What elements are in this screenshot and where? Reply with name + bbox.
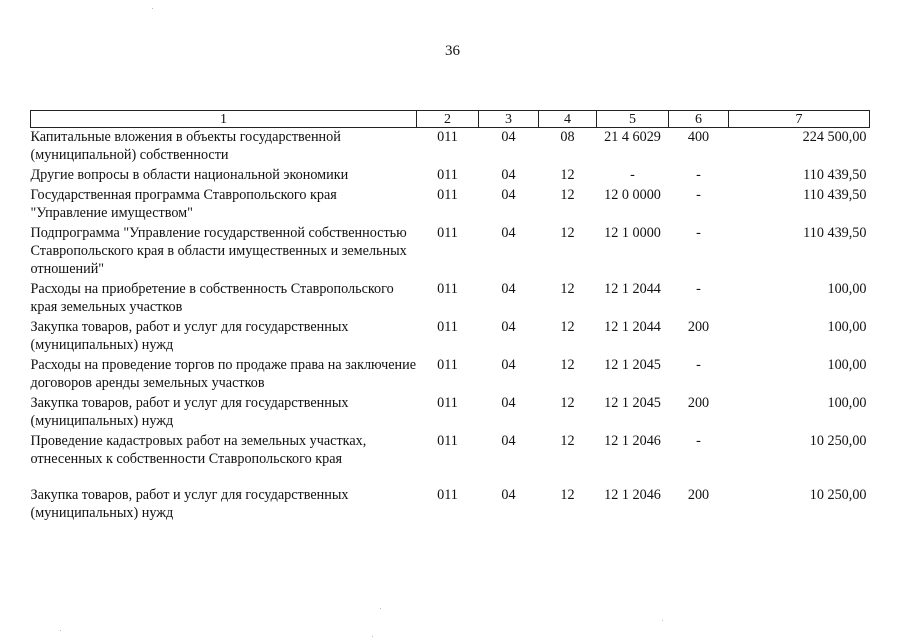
row-sum: 100,00 (827, 395, 867, 411)
header-cell-6: 6 (669, 111, 729, 128)
row-code-6: - (696, 167, 701, 183)
row-name: Расходы на приобретение в собственность Ставропольского края земельных участков (30, 281, 394, 315)
table-row (31, 318, 870, 356)
row-name: Другие вопросы в области национальной экономики (30, 167, 349, 183)
row-sum: 110 439,50 (803, 225, 867, 241)
row-name: Закупка товаров, работ и услуг для государственных (муниципальных) нужд (30, 319, 349, 353)
row-name: Закупка товаров, работ и услуг для государственных (муниципальных) нужд (30, 395, 349, 429)
scan-speck (372, 636, 373, 637)
row-code-5: 21 4 6029 (604, 129, 661, 145)
scan-speck (60, 630, 61, 631)
row-code-4: 08 (560, 129, 575, 145)
header-row (31, 111, 870, 128)
row-name: Подпрограмма "Управление государственной собственностью Ставропольского края в области имущественных и земельных отношений" (30, 225, 407, 277)
table-row (31, 486, 870, 524)
table-row (31, 166, 870, 186)
table-header (31, 111, 870, 128)
row-code-3: 04 (501, 187, 516, 203)
table-row (31, 280, 870, 318)
row-code-4: 12 (560, 357, 575, 373)
row-code-4: 12 (560, 187, 575, 203)
header-cell-1: 1 (31, 111, 417, 128)
scan-speck (380, 608, 381, 609)
row-code-2: 011 (437, 225, 458, 241)
row-code-6: - (696, 433, 701, 449)
row-code-5: 12 1 2046 (604, 487, 661, 503)
row-code-6: 400 (687, 129, 710, 145)
row-code-4: 12 (560, 167, 575, 183)
row-sum: 10 250,00 (809, 433, 867, 449)
row-sum: 100,00 (827, 281, 867, 297)
table-row (31, 394, 870, 432)
row-sum: 110 439,50 (803, 187, 867, 203)
row-sum: 100,00 (827, 357, 867, 373)
row-code-3: 04 (501, 487, 516, 503)
row-sum: 224 500,00 (802, 129, 867, 145)
row-name: Капитальные вложения в объекты государственной (муниципальной) собственности (30, 129, 341, 163)
row-code-5: 12 1 0000 (604, 225, 661, 241)
row-code-6: 200 (687, 395, 710, 411)
table-body (31, 128, 870, 525)
row-code-5: 12 1 2044 (604, 319, 661, 335)
row-sum: 10 250,00 (809, 487, 867, 503)
row-code-6: - (696, 187, 701, 203)
header-cell-2: 2 (417, 111, 479, 128)
row-code-5: 12 1 2046 (604, 433, 661, 449)
row-code-4: 12 (560, 395, 575, 411)
page-number: 36 (445, 43, 460, 59)
row-code-4: 12 (560, 225, 575, 241)
row-name: Расходы на проведение торгов по продаже права на заключение договоров аренды земельных участков (30, 357, 417, 391)
row-code-5: - (630, 167, 635, 183)
row-code-3: 04 (501, 319, 516, 335)
row-code-2: 011 (437, 281, 458, 297)
row-code-2: 011 (437, 395, 458, 411)
row-code-3: 04 (501, 167, 516, 183)
spacer-row (31, 470, 870, 486)
row-code-2: 011 (437, 167, 458, 183)
row-code-6: - (696, 225, 701, 241)
row-name: Закупка товаров, работ и услуг для государственных (муниципальных) нужд (30, 487, 349, 521)
row-code-2: 011 (437, 433, 458, 449)
budget-table (30, 110, 870, 524)
row-code-5: 12 1 2044 (604, 281, 661, 297)
row-code-2: 011 (437, 129, 458, 145)
row-code-5: 12 1 2045 (604, 395, 661, 411)
row-code-4: 12 (560, 319, 575, 335)
row-code-6: 200 (687, 319, 710, 335)
row-sum: 110 439,50 (803, 167, 867, 183)
table-row (31, 224, 870, 280)
row-code-2: 011 (437, 357, 458, 373)
row-sum: 100,00 (827, 319, 867, 335)
row-code-3: 04 (501, 395, 516, 411)
row-code-6: - (696, 281, 701, 297)
row-code-2: 011 (437, 187, 458, 203)
scan-speck (152, 8, 153, 9)
spacer-cell (31, 470, 870, 486)
header-cell-5: 5 (597, 111, 669, 128)
row-code-5: 12 1 2045 (604, 357, 661, 373)
header-cell-7: 7 (729, 111, 870, 128)
row-code-6: 200 (687, 487, 710, 503)
row-code-3: 04 (501, 357, 516, 373)
row-code-6: - (696, 357, 701, 373)
row-code-4: 12 (560, 281, 575, 297)
row-code-3: 04 (501, 129, 516, 145)
table-row (31, 432, 870, 470)
row-code-3: 04 (501, 281, 516, 297)
row-code-4: 12 (560, 487, 575, 503)
row-name: Проведение кадастровых работ на земельных участках, отнесенных к собственности Ставропольского края (30, 433, 367, 467)
row-code-2: 011 (437, 487, 458, 503)
table-row (31, 128, 870, 167)
table-row (31, 356, 870, 394)
row-code-2: 011 (437, 319, 458, 335)
row-code-5: 12 0 0000 (604, 187, 661, 203)
row-code-3: 04 (501, 433, 516, 449)
table-row (31, 186, 870, 224)
row-code-4: 12 (560, 433, 575, 449)
scan-speck (662, 620, 663, 621)
row-code-3: 04 (501, 225, 516, 241)
header-cell-3: 3 (479, 111, 539, 128)
row-name: Государственная программа Ставропольского края "Управление имуществом" (30, 187, 337, 221)
header-cell-4: 4 (539, 111, 597, 128)
